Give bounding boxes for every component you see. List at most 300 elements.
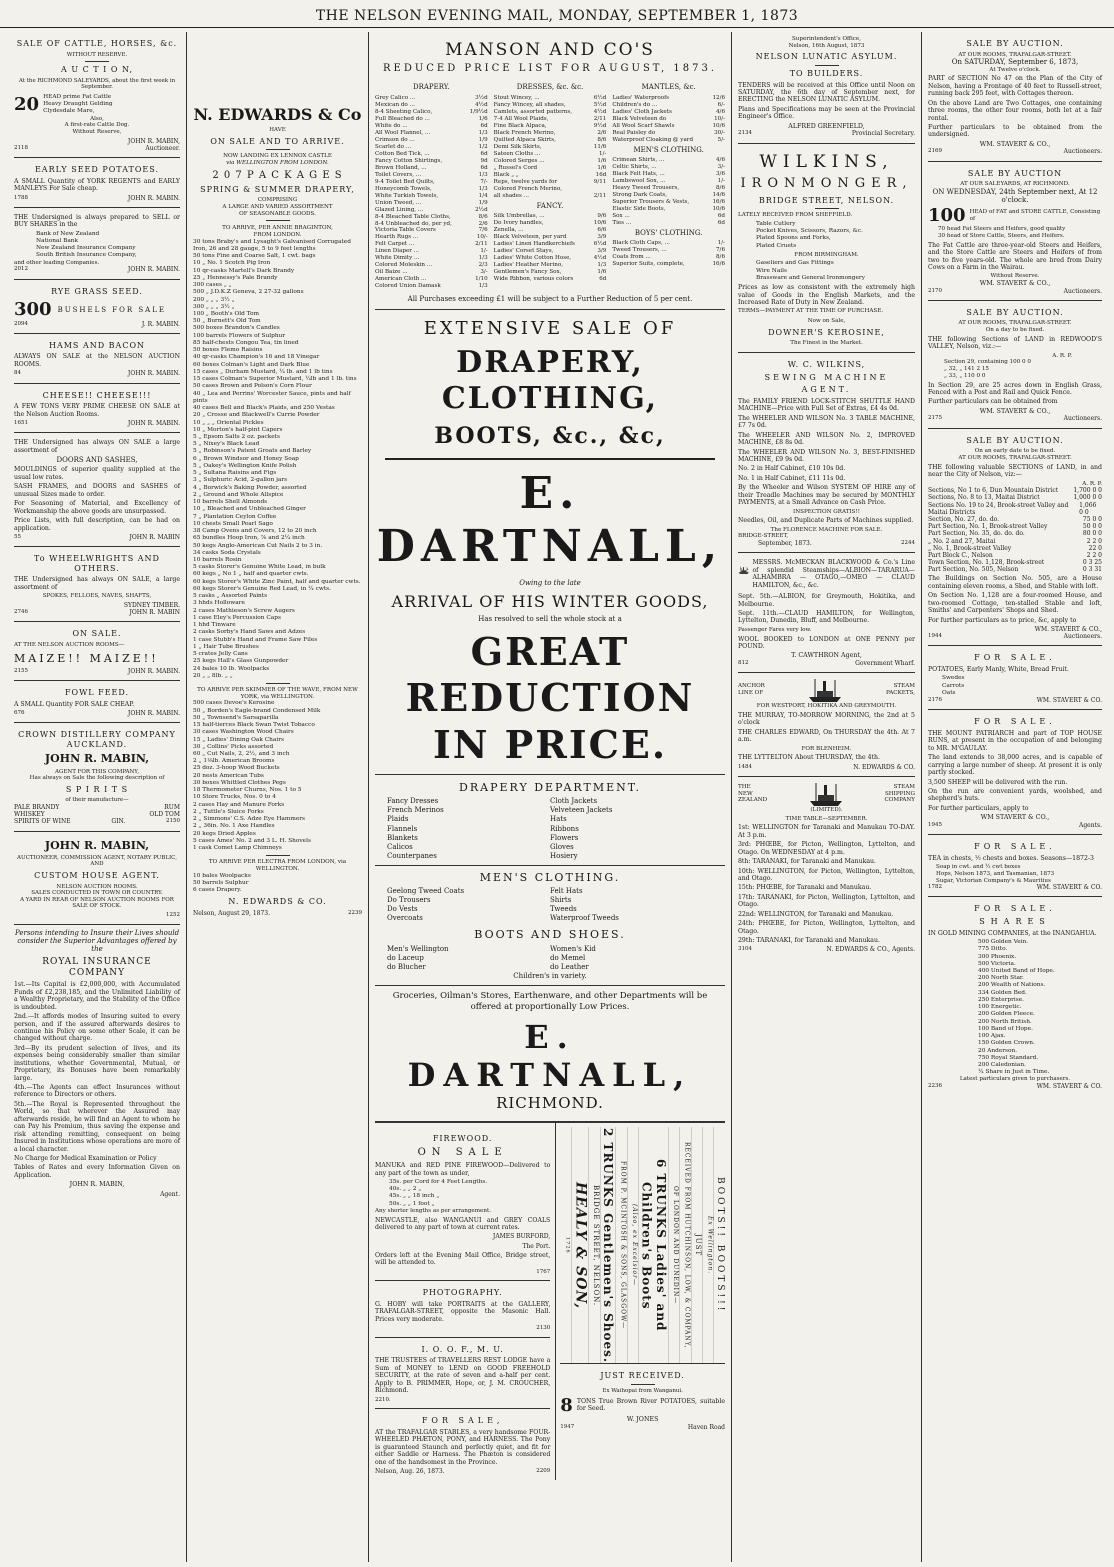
price-value: 8/6 xyxy=(716,254,726,261)
land-area: 1,700 0 0 xyxy=(1073,487,1102,495)
price-value: 1/4 xyxy=(478,192,488,199)
price-item: Camlets, assorted patterns, xyxy=(493,108,573,115)
price-item: Colored French Merino, xyxy=(493,185,563,192)
list-item: 30 boxes Whittled Clothes Pegs xyxy=(193,779,286,786)
ad-heading: JUST RECEIVED. xyxy=(600,1371,685,1381)
list-item: 40s. „ „ 2 „ xyxy=(389,1186,422,1193)
ad-text: THE Undersigned is always prepared to SELL or BUY SHARES in the xyxy=(14,213,180,229)
list-item: 20 „ Crosse and Blackwell's Currie Powder xyxy=(193,412,320,419)
ad-heading: FOR SALE. xyxy=(974,717,1056,727)
list-item: 25 doz. 3-hoop Wood Buckets xyxy=(193,765,280,772)
list-item: 1 „ Hair Tube Brushes xyxy=(193,643,259,650)
department-list xyxy=(375,797,725,861)
manson-ad xyxy=(375,32,725,310)
ad-text: A. R. P. xyxy=(1082,480,1102,487)
ad-text: via WELLINGTON FROM LONDON. xyxy=(226,160,329,167)
ad-text: The WHEELER AND WILSON No. 3, BEST-FINISHED MACHINE, £9 9s 0d. xyxy=(738,448,915,463)
price-item: 7-4 All Wool Plaids, xyxy=(493,115,549,122)
list-item: Men's Wellington xyxy=(387,944,449,953)
list-item: 60 „ Cut Nails, 2, 2½, and 3 inch xyxy=(193,751,290,758)
list-item: 250 Enterprise. xyxy=(978,996,1024,1003)
price-row xyxy=(612,247,725,254)
ad-text: 30 head of Store Cattle, Steers, and Heifers. xyxy=(938,233,1065,239)
ad-text: The WHEELER AND WILSON No. 2, IMPROVED MACHINE, £8 8s 0d. xyxy=(738,431,915,447)
list-item: 10 „ Bleached and Unbleached Ginger xyxy=(193,506,306,513)
sewing-machine-ad xyxy=(738,353,915,553)
price-value: 1/10 xyxy=(475,276,488,283)
timetable-row: 1st: WELLINGTON for Taranaki and Manukau TO-DAY. At 3 p.m. xyxy=(738,824,915,839)
price-value: 2/11 xyxy=(475,241,488,248)
ad-text: AT OUR ROOMS, TRAFALGAR-STREET. xyxy=(958,51,1072,58)
price-item: Fancy Wincey, all shades, xyxy=(493,101,566,108)
price-item: Do Ivory handles, xyxy=(493,219,544,226)
dartnall-name: E. DARTNALL, xyxy=(376,467,724,572)
ad-text: BRIDGE-STREET, xyxy=(738,533,789,540)
list-item: 5 „ Nixey's Black Lead xyxy=(193,441,260,448)
list-item: 50 boxes Flemo Raisins xyxy=(193,347,263,354)
department-list xyxy=(375,945,725,972)
wilkins-name: WILKINS, xyxy=(759,151,894,172)
list-item: Flowers xyxy=(550,833,579,842)
timetable-row: 10th: WELLINGTON, for Picton, Wellington, Lyttelton, and Otago. xyxy=(738,867,915,882)
price-item: Ties ... xyxy=(612,219,632,226)
price-row xyxy=(375,165,488,172)
ad-text: BUSHELS FOR SALE xyxy=(57,305,167,314)
signature: JOHN R. MABIN. xyxy=(127,667,180,675)
price-value: 2/11 xyxy=(593,115,607,122)
list-item: Tweeds xyxy=(550,905,577,914)
list-item: Hats xyxy=(550,815,567,824)
list-item: Plated Cruets xyxy=(756,242,797,249)
ad-name: JOHN R. MABIN, xyxy=(44,838,150,852)
ad-role: Auctioneer. xyxy=(145,144,180,152)
price-item: Colored Union Damask xyxy=(375,283,441,290)
ad-heading: TO BUILDERS. xyxy=(789,69,864,78)
dartnall-name: E. DARTNALL, xyxy=(407,1017,693,1095)
price-list xyxy=(612,240,725,268)
ad-heading: FIREWOOD. xyxy=(432,1134,493,1144)
list-item: 3 „ Sulphuric Acid, 2-gallon jars xyxy=(193,477,288,484)
signature: N. EDWARDS & CO., Agents. xyxy=(826,946,915,954)
ad-ref: 2169 xyxy=(928,148,942,155)
price-table xyxy=(375,81,725,290)
price-value: 10/6 xyxy=(712,122,726,129)
ad-text: A LARGE AND VARIED ASSORTMENT xyxy=(222,203,333,210)
ad-text: TEA in chests, ½ chests and boxes. Seasons—1872-3 xyxy=(928,854,1094,862)
price-value: 8/6 xyxy=(716,185,726,191)
list-item: 50 kegs Anglo-American Cut Nails 2 to 3 in. xyxy=(193,542,323,549)
list-item: 45s. „ „ 18 inch „ xyxy=(389,1193,440,1200)
manson-note: All Purchases exceeding £1 will be subject to a Further Reduction of 5 per cent. xyxy=(407,295,693,304)
ad-text: BOOTS!! BOOTS!!! xyxy=(715,1177,726,1314)
ad-text: THE Undersigned has always ON SALE, a large assortment of xyxy=(14,576,180,591)
ad-text: NEWCASTLE, also WANGANUI and GREY COALS delivered to any part of town at current rates. xyxy=(375,1216,551,1232)
nz-shipping-ad xyxy=(738,777,915,959)
price-value: 3½d xyxy=(475,94,488,101)
signature: JOHN R. MABIN xyxy=(129,609,180,617)
list-item: 100 barrels Flowers of Sulphur xyxy=(193,332,286,339)
price-item: Waterproof Cloaking @ yard xyxy=(612,136,694,143)
ad-text: Ex Waihopai from Wanganui. xyxy=(602,1388,683,1395)
ad-text: LINE OF xyxy=(738,690,764,697)
list-item: Velveteen Jackets xyxy=(550,806,613,815)
price-value: 6d xyxy=(480,122,488,129)
timetable-row: 15th: PHŒBE, for Taranaki and Manukau. xyxy=(738,884,872,892)
list-item: Plated Spoons and Forks, xyxy=(756,235,831,242)
list-item: 60 kegs „ No 1 „ half and quarter cwts. xyxy=(193,571,309,578)
cargo-list-1 xyxy=(193,239,362,680)
lot-line: HEAD prime Fat Cattle xyxy=(43,93,112,100)
ad-text: Needles, Oil, and Duplicate Parts of Machines supplied. xyxy=(738,517,914,525)
land-desc: Part Block C., Nelson xyxy=(928,551,993,559)
price-item: Colored Moleskin ... xyxy=(375,262,433,269)
ad-text: POTATOES, Early Manly, White, Bread Fruit. xyxy=(928,666,1069,674)
land-area: 50 0 0 xyxy=(1082,523,1102,531)
list-item: 1 case Eley's Percussion Caps xyxy=(193,614,281,621)
price-item: Sateen Cloths ... xyxy=(493,150,541,157)
potatoes-sale-ad xyxy=(928,646,1102,710)
price-row xyxy=(375,255,488,262)
royal-insurance-ad xyxy=(14,925,180,1203)
price-value: 1/9 xyxy=(478,199,488,206)
list-item: 300 Phoenix. xyxy=(978,953,1017,960)
price-value: 1/6 xyxy=(478,115,488,122)
ad-text: No Charge for Medical Examination or Policy xyxy=(14,1154,157,1162)
price-value: 3/9 xyxy=(597,247,607,254)
list-left xyxy=(387,945,550,972)
lot-line: A first-rate Cattle Dog. xyxy=(64,122,130,129)
ad-text: TONS True Brown River POTATOES, suitable for Seed. xyxy=(576,1398,725,1413)
price-value: 2/6 xyxy=(478,220,488,227)
list-item: Overcoats xyxy=(387,914,423,923)
list-item: 1 case Stubb's Hand and Frame Saw Files xyxy=(193,636,318,643)
price-value: 3/- xyxy=(480,269,488,276)
list-item: 2 „ Tuttle's Sluice Forks xyxy=(193,808,264,815)
ad-heading: BRIDGE STREET, NELSON. xyxy=(758,195,895,205)
list-item: 2 „ 1⅛lb. American Brooms xyxy=(193,758,275,765)
ad-ref: 2210. xyxy=(375,1396,391,1403)
list-item: 5 cases Ames' No. 2 and 3 L. H. Shovels xyxy=(193,837,311,844)
list-item: 38 Camp Ovens and Covers, 12 to 20 inch xyxy=(193,528,317,535)
price-item: Sox ... xyxy=(612,212,630,219)
list-item: 40 „ Lea and Perrins' Worcester Sauce, pints and half pints xyxy=(193,390,351,404)
wheelwrights-ad xyxy=(14,547,180,622)
price-row xyxy=(494,255,607,262)
price-item: Union Tweed, ... xyxy=(375,199,422,206)
ad-name: JOHN R. MABIN, xyxy=(44,752,150,766)
ad-text: No. 1 in Half Cabinet, £11 11s 0d. xyxy=(738,474,846,482)
list-item: 6 „ Brown Windsor and Honey Soap xyxy=(193,455,299,462)
price-value: 10/6 xyxy=(712,205,726,212)
price-item: Black Felt Hats, ... xyxy=(612,171,665,178)
ad-heading: PHOTOGRAPHY. xyxy=(422,1288,503,1298)
price-item: Ladies' Corset Stays, xyxy=(493,247,554,254)
ad-heading: CROWN DISTILLERY COMPANY AUCKLAND. xyxy=(18,730,176,749)
price-item: Coats from ... xyxy=(612,254,651,261)
list-item: 100 „ Booth's Old Tom xyxy=(193,311,260,318)
land-row xyxy=(928,530,1102,537)
price-value: 6d xyxy=(480,164,488,171)
ad-text: (LIMITED). xyxy=(810,806,843,813)
price-row xyxy=(375,130,488,137)
price-item: Cotton Bed Tick, ... xyxy=(375,150,430,157)
price-item: all shades ... xyxy=(493,192,530,199)
list-item: 34 casks Soda Crystals xyxy=(193,549,261,556)
ad-ref: 1484 xyxy=(738,763,752,770)
list-item: 10 „ No. 1 Scotch Pig Iron xyxy=(193,260,271,267)
dartnall-ad xyxy=(375,310,725,1123)
ad-heading: ON SALE AND TO ARRIVE. xyxy=(210,136,345,146)
list-item: 200 „ „ „ 3½ „ xyxy=(193,296,235,303)
ad-text: FROM BIRMINGHAM. xyxy=(794,251,859,258)
list-item: do Leather xyxy=(550,962,589,971)
price-item: Gentlemen's Fancy Sox, xyxy=(493,268,562,275)
price-item: Stout Wincey, ... xyxy=(493,94,540,101)
price-item: Felt Carpet ... xyxy=(375,241,415,248)
mcmeckan-ad xyxy=(738,553,915,673)
price-value: 8/6 xyxy=(478,213,488,220)
lot-number: 8 xyxy=(560,1394,573,1416)
price-row xyxy=(494,276,607,283)
price-value: 10/- xyxy=(476,234,488,241)
price-row xyxy=(375,221,488,228)
ad-text: A. R. P. xyxy=(1052,352,1072,359)
ad-text: PACKETS, xyxy=(886,690,915,697)
list-item: Do Trousers xyxy=(387,896,431,905)
ad-text: A YARD IN REAR OF NELSON AUCTION ROOMS FOR SALE OF STOCK. xyxy=(20,896,174,910)
price-section-heading: MANTLES, &c. xyxy=(641,83,696,92)
dartnall-line: DRAPERY, CLOTHING, xyxy=(441,345,659,417)
spirit-item: WHISKEY xyxy=(14,811,45,819)
dartnall-line: ARRIVAL OF HIS WINTER GOODS, xyxy=(391,591,709,611)
steamship-icon xyxy=(738,557,749,583)
ad-heading: FOR SALE. xyxy=(974,842,1056,852)
price-row xyxy=(375,144,488,151)
price-row xyxy=(612,109,725,116)
list-item: 15 cases Colman's Superior Mustard, ¼lb and 1 lb. tins xyxy=(193,376,357,383)
list-right xyxy=(550,797,713,861)
timetable-row: 29th: TARANAKI, for Taranaki and Manukau. xyxy=(738,937,880,945)
list-item: 10 barrels Shell Almonds xyxy=(193,499,268,506)
list-item: 200 North Star. xyxy=(978,975,1024,982)
ad-text: of their manufacture— xyxy=(65,797,129,804)
signature: WM STAVERT & CO., xyxy=(980,814,1050,822)
ad-text: TENDERS will be received at this Office until Noon on SATURDAY, the 6th day of September next, for ERECTING the NELSON LUNATIC ASYLUM. xyxy=(738,81,915,104)
cargo-list-2 xyxy=(193,700,362,852)
price-value: 6d xyxy=(599,275,607,282)
ad-text: TERMS—PAYMENT AT THE TIME OF PURCHASE. xyxy=(738,308,884,315)
price-item: Linen Diaper ... xyxy=(375,248,420,255)
signature: JOHN R. MABIN. xyxy=(127,420,180,428)
price-value: 14/6 xyxy=(712,191,726,198)
price-item: Scarlet do ... xyxy=(375,143,412,150)
price-list xyxy=(494,213,607,283)
ad-text: Nelson, 16th August, 1873 xyxy=(788,42,865,49)
ad-ref: 2236 xyxy=(928,1083,942,1090)
ad-text: Any shorter lengths as per arrangement. xyxy=(375,1207,491,1214)
price-row xyxy=(375,123,488,130)
price-row xyxy=(494,193,607,200)
ad-heading: NELSON LUNATIC ASYLUM. xyxy=(755,52,898,62)
list-item: 100 Band of Hope. xyxy=(978,1025,1033,1032)
timetable-row: 3rd: PHŒBE, for Picton, Wellington, Lyttelton, and Otago. On WEDNESDAY at 4 p.m. xyxy=(738,841,915,856)
ad-text: PART of SECTION No 47 on the Plan of the City of Nelson, having a Frontage of 40 feet to Russell-street, running back 295 feet, with Cottages thereon. xyxy=(928,75,1102,98)
list-item: 2 casks Sorby's Hand Saws and Adzes xyxy=(193,629,306,636)
dartnall-line: EXTENSIVE SALE OF xyxy=(423,317,677,339)
spirit-item: OLD TOM xyxy=(149,811,180,819)
spirit-item: PALE BRANDY xyxy=(14,804,60,812)
price-item: Silk Umbrellas, ... xyxy=(493,212,545,219)
ad-text: A FEW TONS VERY PRIME CHEESE ON SALE at the Nelson Auction Rooms. xyxy=(14,403,180,418)
ad-text: THE CHARLES EDWARD, On THURSDAY the 4th. At 7 a.m. xyxy=(738,728,915,744)
price-row xyxy=(612,213,725,220)
ad-text: By the Wheeler and Wilson SYSTEM OF HIRE any of their Treadle Machines may be secured by MONTHLY PAYMENTS, at a Small Advance on Cash Price. xyxy=(738,484,915,507)
list-left xyxy=(387,887,550,923)
list-item: 500 Victoria. xyxy=(978,960,1016,967)
price-section-heading: BOYS' CLOTHING. xyxy=(634,228,703,237)
land-desc: Sections, No. 8 to 13, Maitai District xyxy=(928,494,1040,502)
signature: T. CAWTHRON Agent, xyxy=(791,652,862,660)
land-area: 2 2 0 xyxy=(1086,551,1102,559)
list-item: 40 cases Bell and Black's Plaids, and 250 Vestas xyxy=(193,405,335,412)
ad-heading: CHEESE!! CHEESE!!! xyxy=(42,390,152,400)
list-item: 2 cases Hay and Manure Forks xyxy=(193,801,285,808)
ad-text: SPOKES, FELLOES, NAVES, SHAFTS, xyxy=(42,593,152,600)
list-item: 5 casks Storer's Genuine White Lead, in bulk xyxy=(193,564,326,571)
price-item: Black Velveteen, per yard xyxy=(493,233,567,240)
photography-ad xyxy=(375,1281,550,1338)
spirit-item: SPIRITS OF WINE xyxy=(14,818,71,826)
list-item: 10 qr-casks Martell's Dark Brandy xyxy=(193,267,295,274)
price-row xyxy=(375,102,488,109)
price-row xyxy=(494,165,607,172)
price-row xyxy=(375,234,488,241)
ad-text: AND xyxy=(90,861,104,868)
price-row xyxy=(375,214,488,221)
column-5 xyxy=(921,32,1108,1562)
price-row xyxy=(612,185,725,192)
list-item: 500 „ J.D.K.Z Geneva, 2 27-32 gallons xyxy=(193,289,304,296)
ad-text: RECEIVED FROM HUTCHINSON, LOW, & COMPANY, xyxy=(680,1127,691,1363)
price-value: 1/3 xyxy=(478,185,488,192)
ad-heading: FOR SALE. xyxy=(974,653,1056,663)
list-item: 50 cases Brown and Polson's Corn Flour xyxy=(193,383,312,390)
list-item: 15 half-tierces Black Swan Twist Tobacco xyxy=(193,722,315,729)
land-row xyxy=(928,538,1102,545)
price-value: 4/6 xyxy=(716,108,726,115)
price-row xyxy=(612,192,725,199)
ad-date: September, 1873. xyxy=(758,540,812,548)
department-heading: DRAPERY DEPARTMENT. xyxy=(459,781,641,795)
price-value: 5½d xyxy=(593,101,607,108)
list-item: 60 boxes Colman's Light and Dark Blue xyxy=(193,361,310,368)
column-1 xyxy=(8,32,186,1562)
ad-heading: To WHEELWRIGHTS AND OTHERS. xyxy=(34,554,160,573)
ad-ref: 2134 xyxy=(738,130,752,137)
price-value: 12/6 xyxy=(712,94,726,101)
land-area: 2 2 0 xyxy=(1086,537,1102,545)
price-row xyxy=(494,269,607,276)
price-item: Black French Merino, xyxy=(493,129,556,136)
list-item: 100 Energetic. xyxy=(978,1004,1022,1011)
price-row xyxy=(375,200,488,207)
lot-number: 20 xyxy=(14,93,40,115)
ad-ref: 1252 xyxy=(166,911,180,918)
price-list xyxy=(494,95,607,200)
list-item: 50 barrels Sulphur xyxy=(193,879,249,886)
ad-ref: 1944 xyxy=(928,633,942,640)
price-item: Hearth Rugs ... xyxy=(375,234,419,241)
ad-text: AT the TRAFALGAR STABLES, a very handsome FOUR-WHEELED PHÆTON, PONY, and HARNESS. The Pony is guaranteed Staunch and perfectly quiet, and fit for either Saddle or Harness. The Phæton is considered one of the handsomest in the Province. xyxy=(375,1428,551,1466)
signature: JAMES BURFORD, xyxy=(492,1233,551,1241)
ad-text: COMPANY xyxy=(884,797,915,804)
ad-text: G. HOBY will take PORTRAITS at the GALLERY, TRAFALGAR-STREET, opposite the Masonic Hall. Prices very moderate. xyxy=(375,1300,551,1323)
ad-heading: DOWNER'S KEROSINE, xyxy=(768,327,885,337)
ad-heading: SALE BY AUCTION xyxy=(967,168,1063,178)
price-row xyxy=(375,186,488,193)
price-item: Superior Trousers & Vests, xyxy=(612,198,690,205)
list-item: Gloves xyxy=(550,842,574,851)
ad-ref: 2012 xyxy=(14,266,28,273)
list-item: 20 „ „ 8lb. „ „ xyxy=(193,672,233,679)
price-row xyxy=(612,240,725,247)
land-desc: Sections, No 1 to 6, Dun Mountain District xyxy=(928,487,1059,495)
list-item: Waterproof Tweeds xyxy=(550,914,619,923)
department-heading: BOOTS AND SHOES. xyxy=(474,928,626,942)
signature: WM. STAVERT & CO. xyxy=(1036,697,1102,705)
price-item: White Dimity ... xyxy=(375,255,420,262)
shares-list xyxy=(928,939,1102,1076)
list-item: 25 kegs Hall's Glass Gunpowder xyxy=(193,658,289,665)
list-item: 50 tons Fine and Coarse Salt, 1 cwt. bags xyxy=(193,253,316,260)
ad-heading: FOWL FEED. xyxy=(64,687,130,697)
list-item: 4 „ Borwick's Baking Powder, assorted xyxy=(193,484,307,491)
list-item: ¼ Share in Just in Time. xyxy=(978,1069,1050,1076)
land-area: 1,000 0 0 xyxy=(1073,494,1102,502)
signature: JOHN R. MABIN, xyxy=(69,1181,125,1189)
price-value: 4½d xyxy=(475,101,488,108)
ad-text: On Section No. 1,128 are a four-roomed House, and two-roomed Cottage, ten-stalled Stable and loft, Smiths' and Carpenters' Shops and Shed. xyxy=(928,592,1102,615)
ad-text: ANCHOR xyxy=(738,683,765,690)
lot-lines xyxy=(43,94,112,116)
ad-heading: SALE BY AUCTION. xyxy=(966,435,1064,445)
price-row xyxy=(494,144,607,151)
price-value: 7/6 xyxy=(716,247,726,254)
price-section-heading: FANCY. xyxy=(536,201,564,210)
price-row xyxy=(612,206,725,213)
ad-text: THE MOUNT PATRIARCH and part of TOP HOUSE RUNS, at present in the occupation of and belonging to MR. M'GAULAY. xyxy=(928,729,1102,752)
land-area: 22 0 xyxy=(1088,544,1102,552)
sections-table xyxy=(928,487,1102,573)
ad-role: Provincial Secretary. xyxy=(851,130,915,138)
list-item: 200 North British. xyxy=(978,1018,1032,1025)
price-value: 6/- xyxy=(717,101,726,108)
ad-text: AT OUR ROOMS, TRAFALGAR-STREET. xyxy=(958,320,1072,327)
price-section-heading: DRAPERY. xyxy=(412,83,450,92)
ad-text: For further particulars as to price, &c, apply to xyxy=(928,616,1077,624)
mount-patriarch-ad xyxy=(928,710,1102,835)
list-item: 35s. per Cord for 4 Feet Lengths. xyxy=(389,1178,488,1185)
ad-ref: 55 xyxy=(14,533,21,540)
ad-text: STEAM xyxy=(893,683,915,690)
column-2 xyxy=(186,32,368,1562)
price-row xyxy=(612,116,725,123)
dartnall-line: Groceries, Oilman's Stores, Earthenware, and other Departments will be offered at proportionally Low Prices. xyxy=(392,991,708,1012)
shares-ad xyxy=(14,208,180,280)
list-item: Flannels xyxy=(387,824,418,833)
list-item: 2 „ Ground and Whole Allspice xyxy=(193,491,284,498)
list-item: 15 „ Ladies' Dining Oak Chairs xyxy=(193,736,284,743)
